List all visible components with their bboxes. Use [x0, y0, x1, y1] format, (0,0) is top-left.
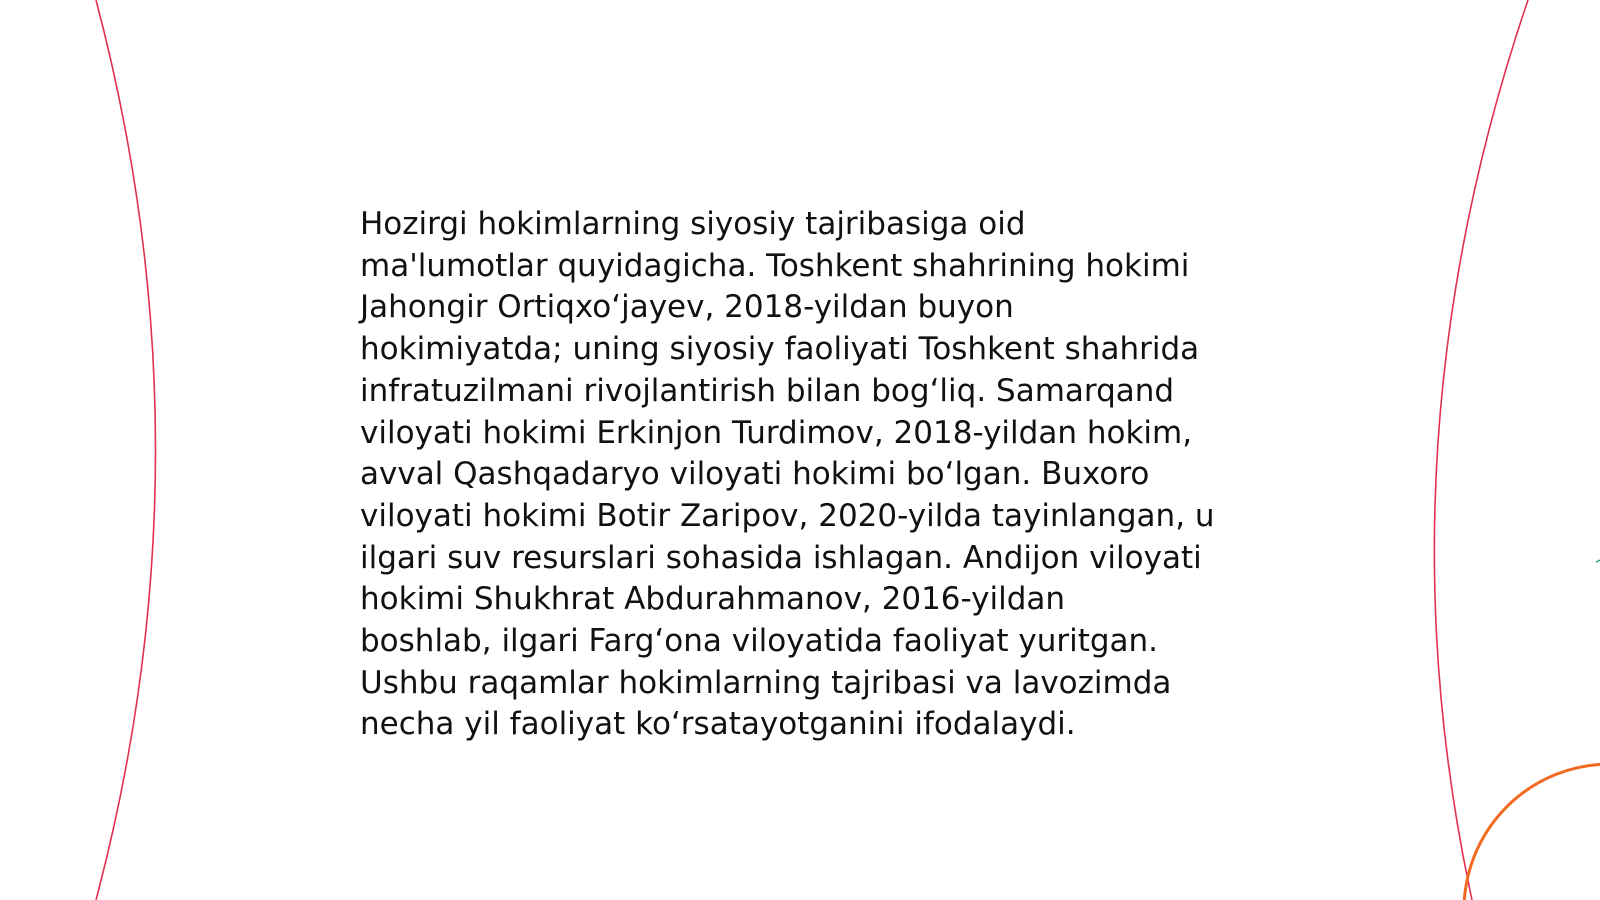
corner-circle-arc: [1464, 764, 1600, 900]
left-curve: [96, 0, 156, 900]
right-edge-tick: [1596, 560, 1600, 562]
right-curve: [1434, 0, 1528, 900]
body-paragraph: Hozirgi hokimlarning siyosiy tajribasiga oid ma'lumotlar quyidagicha. Toshkent shahrining hokimi Jahongir Ortiqxo‘jayev, 2018-yildan buyon hokimiyatda; uning siyosiy faoliyati Toshkent shahrida infratuzilmani rivojlantirish bilan bog‘liq. Samarqand viloyati hokimi Erkinjon Turdimov, 2018-yildan hokim, avval Qashqadaryo viloyati hokimi bo‘lgan. Buxoro viloyati hokimi Botir Zaripov, 2020-yilda tayinlangan, u ilgari suv resurslari sohasida ishlagan. Andijon viloyati hokimi Shukhrat Abdurahmanov, 2016-yildan boshlab, ilgari Farg‘ona viloyatida faoliyat yuritgan. Ushbu raqamlar hokimlarning tajribasi va lavozimda necha yil faoliyat ko‘rsatayotganini ifodalaydi.: [360, 206, 1215, 743]
